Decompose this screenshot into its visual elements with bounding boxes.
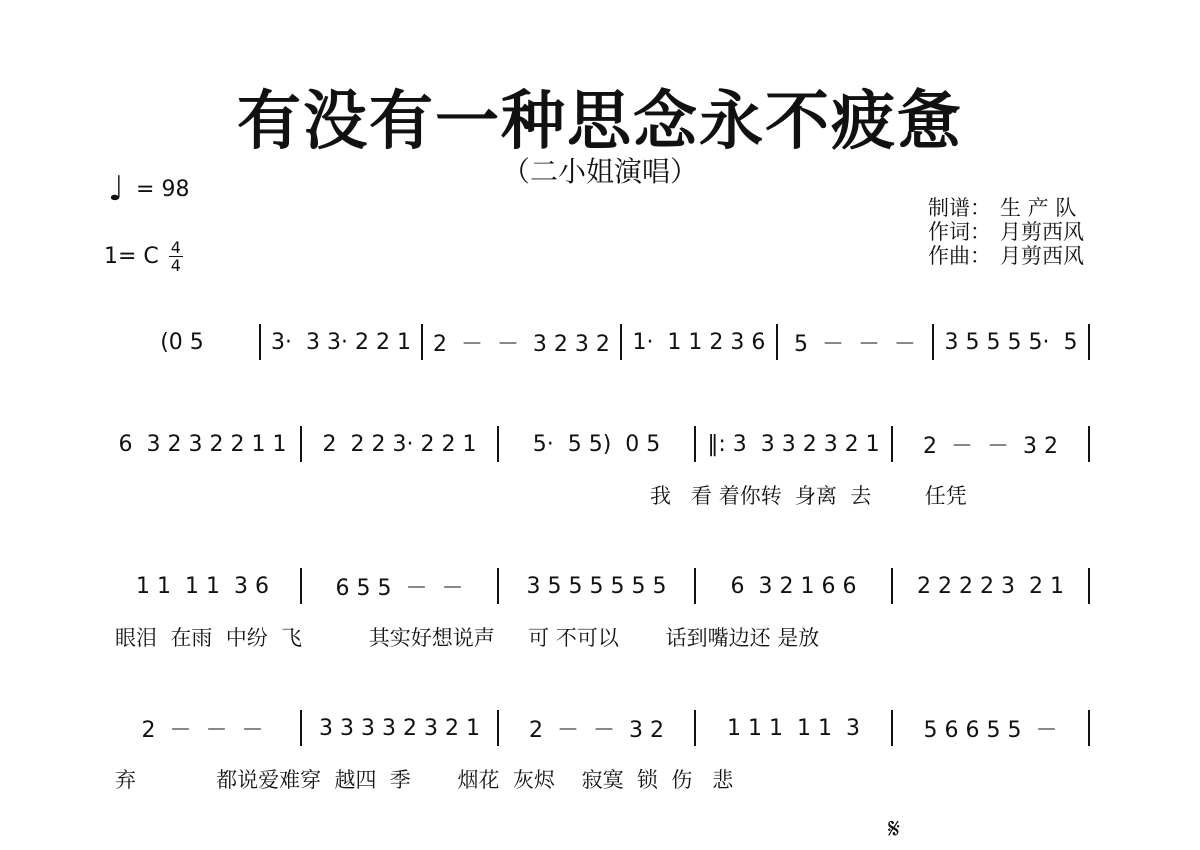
time-sig-bottom: 4 xyxy=(170,256,181,275)
score-line-2 xyxy=(115,424,1100,514)
lyrics-row: 弃 都说爱难穿 越四 季 烟花 灰烬 寂寞 锁 伤 悲 xyxy=(115,768,734,792)
barline xyxy=(891,710,893,746)
measure: 2 2 2 3· 2 2 1 xyxy=(322,431,477,457)
notation-row xyxy=(115,322,1100,362)
barline xyxy=(891,426,893,462)
segno-icon: 𝄋 xyxy=(888,812,901,845)
barline xyxy=(497,710,499,746)
credits xyxy=(928,196,1084,268)
song-title: 有没有一种思念永不疲惫 xyxy=(237,85,963,159)
measure: 6 5 5 － － xyxy=(335,575,464,601)
time-sig-top: 4 xyxy=(170,238,181,257)
measure: 3 5 5 5 5· 5 xyxy=(944,329,1078,355)
measure: 6 3 2 1 6 6 xyxy=(730,573,857,599)
barline xyxy=(300,710,302,746)
credit-label: 制谱： xyxy=(928,196,991,220)
measure: 5· 5 5) 0 5 xyxy=(532,431,661,457)
measure: 2 － － 3 2 xyxy=(529,717,664,743)
barline xyxy=(1088,710,1090,746)
measure: 2 － － 3 2 3 2 xyxy=(432,331,610,357)
time-signature xyxy=(169,240,183,273)
key-text: 1= C xyxy=(104,244,159,269)
measure: 3· 3 3· 2 2 1 xyxy=(271,329,411,355)
credit-value: 月剪西风 xyxy=(1000,220,1084,244)
tempo-marking xyxy=(108,169,190,209)
notation-row xyxy=(115,708,1100,748)
lyrics-row: 我 看 着你转 身离 去 任凭 xyxy=(650,484,967,508)
measure: 3 3 3 3 2 3 2 1 xyxy=(319,715,480,741)
score-line-1 xyxy=(115,322,1100,412)
measure: 5 － － － xyxy=(793,331,916,357)
measure: 1 1 1 1 1 3 xyxy=(727,715,860,741)
barline xyxy=(694,710,696,746)
barline xyxy=(421,324,423,360)
measure: 1 1 1 1 3 6 xyxy=(136,573,269,599)
barline xyxy=(1088,568,1090,604)
measure: 5 6 6 5 5 － xyxy=(923,717,1058,743)
quarter-note-icon: ♩ xyxy=(108,169,125,209)
barline xyxy=(300,568,302,604)
barline xyxy=(694,426,696,462)
credit-label: 作词： xyxy=(928,220,991,244)
score-line-3 xyxy=(115,566,1100,656)
credit-row-lyricist xyxy=(928,220,1084,244)
barline xyxy=(1088,324,1090,360)
tempo-value: = 98 xyxy=(136,176,190,202)
barline xyxy=(776,324,778,360)
measure: 2 － － 3 2 xyxy=(923,433,1058,459)
measure: ‖: 3 3 3 2 3 2 1 xyxy=(707,431,880,457)
key-signature xyxy=(104,240,183,273)
measure: 2 － － － xyxy=(141,717,264,743)
measure: 6 3 2 3 2 2 1 1 xyxy=(118,431,287,457)
barline xyxy=(891,568,893,604)
notation-row xyxy=(115,424,1100,464)
barline xyxy=(1088,426,1090,462)
measure: (0 5 xyxy=(160,329,204,355)
barline xyxy=(497,568,499,604)
score-line-4 xyxy=(115,708,1100,798)
credit-value: 生 产 队 xyxy=(1000,196,1077,220)
credit-row-composer xyxy=(928,244,1084,268)
barline xyxy=(932,324,934,360)
barline xyxy=(300,426,302,462)
measure: 3 5 5 5 5 5 5 xyxy=(526,573,667,599)
credit-value: 月剪西风 xyxy=(1000,244,1084,268)
measure: 2 2 2 2 3 2 1 xyxy=(917,573,1064,599)
credit-label: 作曲： xyxy=(928,244,991,268)
barline xyxy=(259,324,261,360)
lyrics-row: 眼泪 在雨 中纷 飞 其实好想说声 可 不可以 话到嘴边还 是放 xyxy=(115,626,820,650)
barline xyxy=(620,324,622,360)
notation-row xyxy=(115,566,1100,606)
song-subtitle: （二小姐演唱） xyxy=(501,155,698,188)
measure: 1· 1 1 2 3 6 xyxy=(632,329,766,355)
barline xyxy=(497,426,499,462)
barline xyxy=(694,568,696,604)
credit-row-arranger xyxy=(928,196,1084,220)
